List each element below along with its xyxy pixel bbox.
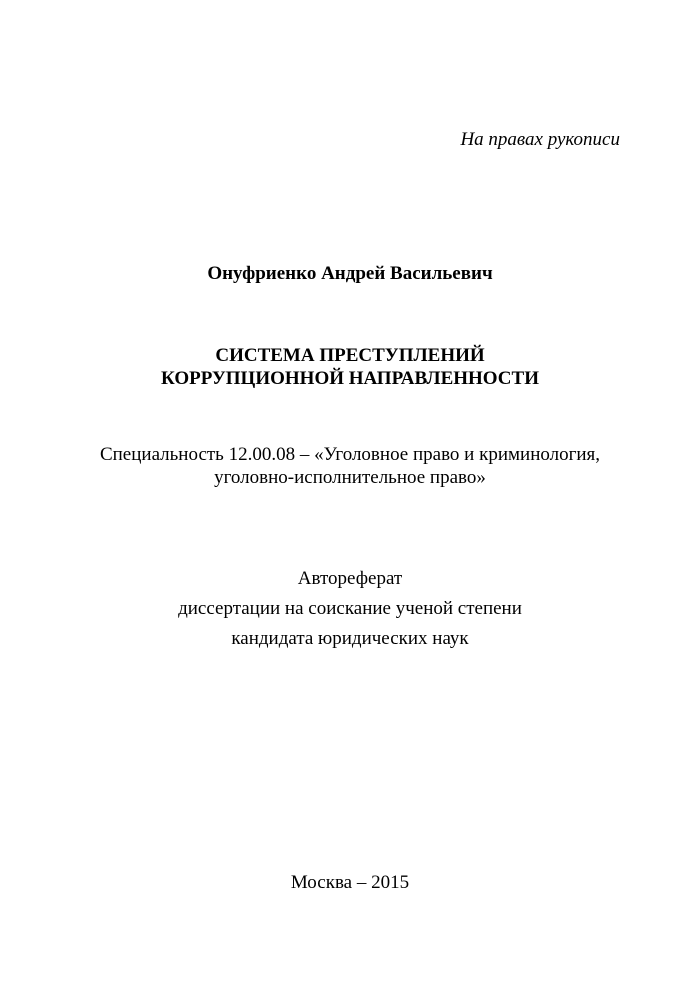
specialty-line-2: уголовно-исполнительное право» <box>214 467 486 488</box>
degree-line: кандидата юридических наук <box>231 628 469 649</box>
place-year: Москва – 2015 <box>290 872 410 893</box>
title-line-2: КОРРУПЦИОННОЙ НАПРАВЛЕННОСТИ <box>161 368 539 389</box>
specialty-line-1: Специальность 12.00.08 – «Уголовное право и криминология, <box>99 444 601 465</box>
dissertation-line: диссертации на соискание ученой степени <box>178 598 522 619</box>
abstract-label: Автореферат <box>297 568 403 589</box>
title-line-1: СИСТЕМА ПРЕСТУПЛЕНИЙ <box>215 345 485 366</box>
author-name: Онуфриенко Андрей Васильевич <box>207 263 493 284</box>
manuscript-rights-note: На правах рукописи <box>460 129 620 150</box>
